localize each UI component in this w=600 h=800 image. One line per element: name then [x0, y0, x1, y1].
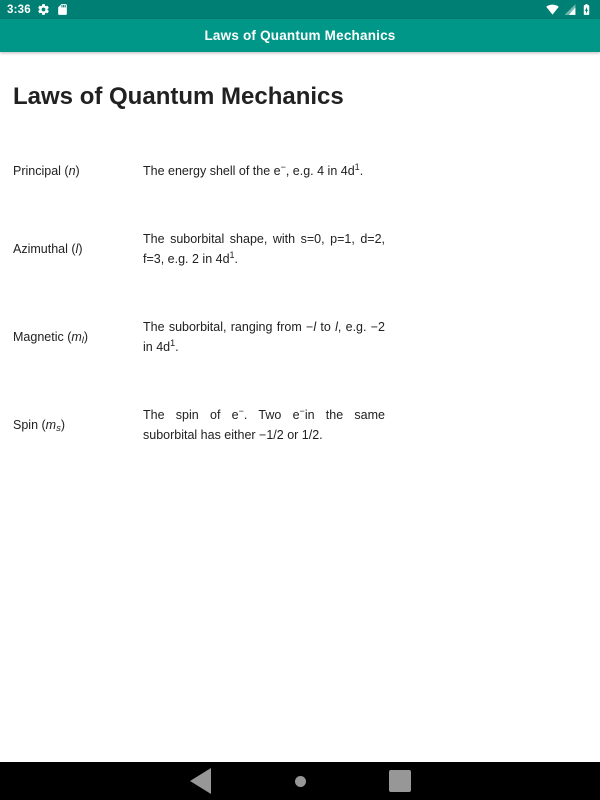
page-title: Laws of Quantum Mechanics	[13, 83, 344, 110]
wifi-icon	[545, 3, 560, 16]
cell-signal-icon	[563, 3, 577, 16]
row-label: Azimuthal ( l )	[13, 242, 83, 256]
table-row-spin	[13, 381, 385, 469]
row-label: Magnetic ( $m_l$ )	[13, 330, 89, 346]
row-description: The energy shell of the e−, e.g. 4 in $4d^1$.	[143, 162, 364, 178]
table-row-magnetic	[13, 293, 385, 381]
home-button[interactable]	[283, 764, 317, 798]
home-icon	[295, 776, 306, 787]
table-row-principal	[13, 137, 385, 205]
battery-charging-icon	[580, 2, 593, 17]
status-bar-left	[7, 3, 69, 16]
status-bar	[0, 0, 600, 19]
row-label: Spin ( $m_s$ )	[13, 418, 65, 434]
table-row-azimuthal	[13, 205, 385, 293]
quantum-numbers-table	[13, 137, 385, 469]
row-description: The suborbital, ranging from −l to l, e.g. −2 in $4d^1$.	[143, 320, 386, 354]
recents-icon	[389, 770, 411, 792]
app-bar-title: Laws of Quantum Mechanics	[204, 28, 396, 43]
settings-icon	[37, 3, 50, 16]
status-bar-right	[545, 2, 593, 17]
back-button[interactable]	[183, 764, 217, 798]
content-area	[0, 83, 600, 469]
sd-card-icon	[56, 3, 69, 16]
back-icon	[190, 768, 211, 794]
row-description: The spin of e−. Two e−in the same suborbital has either −1/2 or 1/2.	[143, 406, 386, 442]
app-bar	[0, 19, 600, 52]
status-time: 3:36	[7, 3, 31, 16]
row-description: The suborbital shape, with s=0, p=1, d=2, f=3, e.g. 2 in $4d^1$.	[143, 232, 385, 266]
navigation-bar	[0, 762, 600, 800]
recents-button[interactable]	[383, 764, 417, 798]
row-label: Principal ( n )	[13, 164, 80, 178]
